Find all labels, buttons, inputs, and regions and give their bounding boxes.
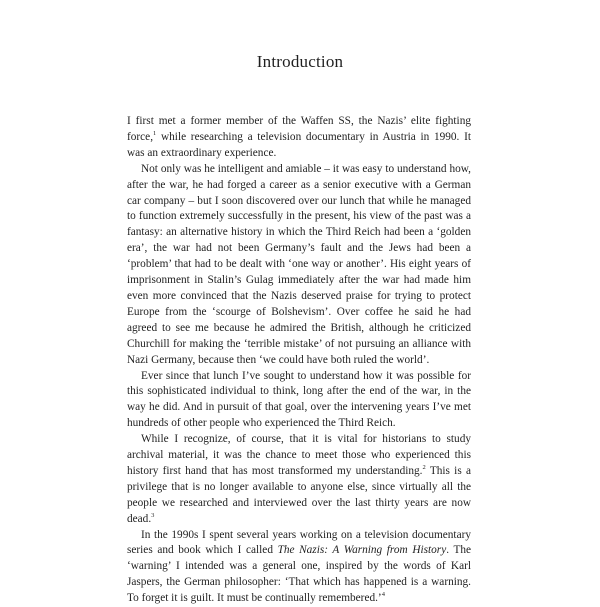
paragraph-text: I first met a former member of the Waffen SS, the Nazis’ elite fighting force, <box>127 115 471 143</box>
paragraph-text: while researching a television documentary in Austria in 1990. It was an extraordinary experience. <box>127 130 471 159</box>
paragraph-text: In the 1990s I spent several years working on a television documentary series and book which I called <box>127 528 471 557</box>
footnote-marker: 4 <box>381 591 385 599</box>
paragraph-text: This is a privilege that is no longer available to anyone else, since virtually all the people we researched and interviewed over the last thirty years are now dead. <box>127 464 472 525</box>
book-title-italic: The Nazis: A Warning from History <box>277 544 447 557</box>
paragraph <box>127 369 471 433</box>
paragraph <box>127 528 471 607</box>
paragraph <box>127 432 471 527</box>
paragraph-text: Not only was he intelligent and amiable – it was easy to understand how, after the war, he had forged a career as a senior executive with a German car company – but I soon discovered over our lunch that while he managed to function extremely successfully in the present, his view of the past was a fantasy: an alternative history in which the Third Reich had been a ‘golden era’, the war had not been Germany’s fault and the Jews had been a ‘problem’ that had to be dealt with ‘one way or another’. His eight years of imprisonment in Stalin’s Gulag immediately after the war had made him even more convinced that the Nazis deserved praise for trying to protect Europe from the ‘scourge of Bolshevism’. Over coffee he said he had agreed to see me because he admired the British, although he criticized Churchill for making the ‘terrible mistake’ of not pursuing an alliance with Nazi Germany, because then ‘we could have both ruled the world’. <box>127 162 471 366</box>
paragraph <box>127 162 471 369</box>
paragraph-text: While I recognize, of course, that it is vital for historians to study archival material, it was the chance to meet those who experienced this history first hand that has most transformed my understanding. <box>127 433 471 477</box>
footnote-marker: 2 <box>422 464 426 472</box>
paragraph <box>127 114 471 162</box>
footnote-marker: 3 <box>151 511 155 519</box>
chapter-title: Introduction <box>256 52 344 71</box>
body-text <box>127 114 471 607</box>
paragraph-text: . The ‘warning’ I intended was a general one, inspired by the words of Karl Jaspers, the German philosopher: ‘That which has happened is a warning. To forget it is guilt. It must be continually remembered.’ <box>127 544 472 605</box>
paragraph-text: Ever since that lunch I’ve sought to understand how it was possible for this sophisticated individual to think, long after the end of the war, in the way he did. And in pursuit of that goal, over the intervening years I’ve met hundreds of other people who experienced the Third Reich. <box>127 369 471 430</box>
footnote-marker: 1 <box>153 130 157 138</box>
